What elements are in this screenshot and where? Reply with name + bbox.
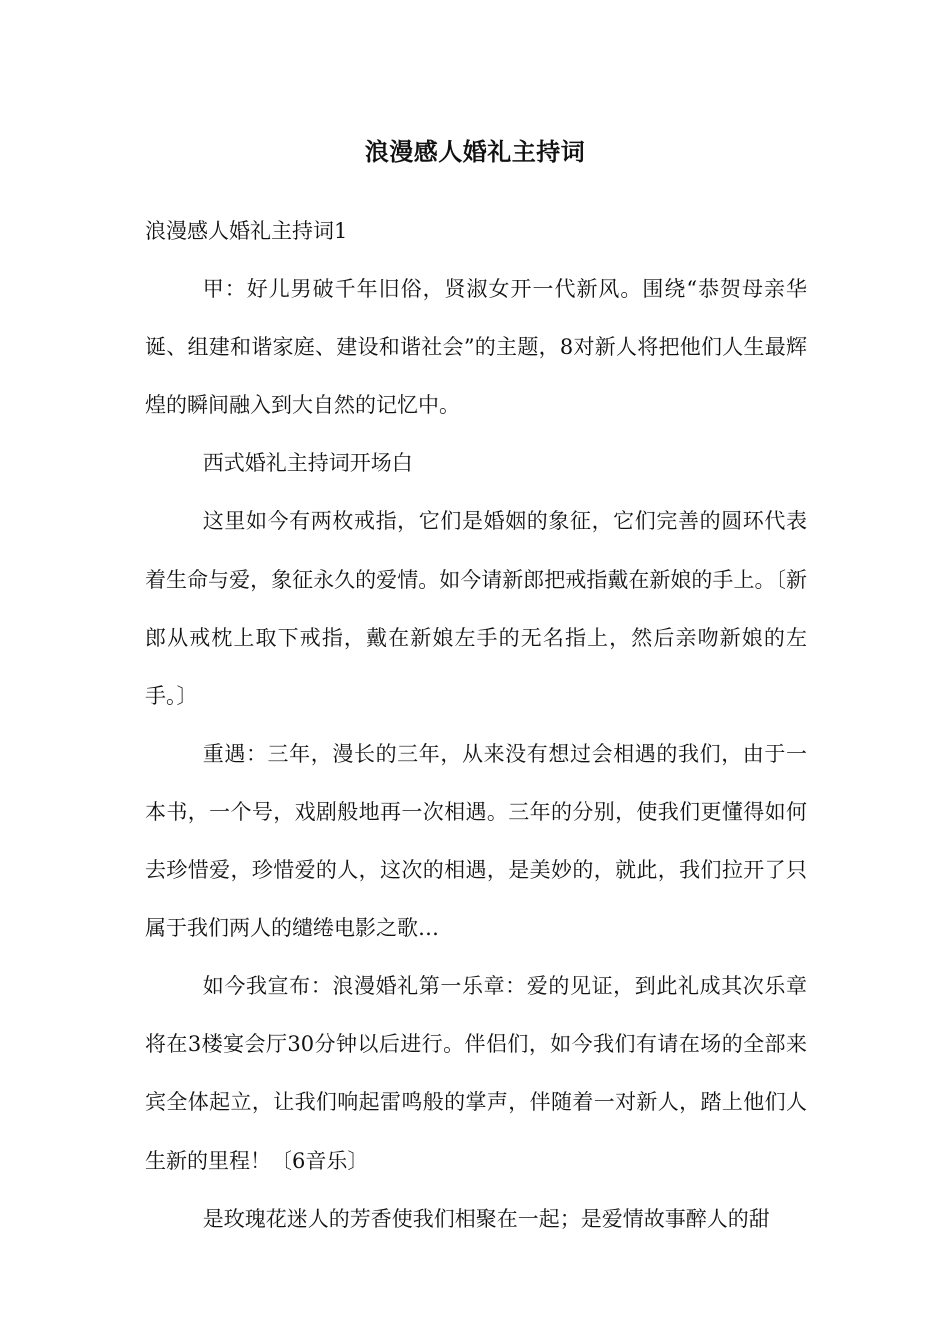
- section-heading: 浪漫感人婚礼主持词1: [145, 219, 348, 243]
- paragraph: 甲：好儿男破千年旧俗，贤淑女开一代新风。围绕“恭贺母亲华诞、组建和谐家庭、建设和谐社会”的主题，8对新人将把他们人生最辉煌的瞬间融入到大自然的记忆中。: [145, 277, 807, 418]
- paragraph: 重遇：三年，漫长的三年，从来没有想过会相遇的我们，由于一本书，一个号，戏剧般地再一次相遇。三年的分别，使我们更懂得如何去珍惜爱，珍惜爱的人，这次的相遇，是美妙的，就此，我们拉开了只属于我们两人的缱绻电影之歌…: [145, 741, 807, 941]
- paragraph: 是玫瑰花迷人的芳香使我们相聚在一起；是爱情故事醉人的甜: [202, 1206, 770, 1231]
- document-title: 浪漫感人婚礼主持词: [364, 137, 586, 166]
- paragraph: 如今我宣布：浪漫婚礼第一乐章：爱的见证，到此礼成其次乐章将在3楼宴会厅30分钟以后进行。伴侣们，如今我们有请在场的全部来宾全体起立，让我们响起雷鸣般的掌声，伴随着一对新人，踏上他们人生新的里程！〔6音乐〕: [145, 974, 807, 1173]
- paragraph-subheading: 西式婚礼主持词开场白: [202, 451, 413, 476]
- paragraph: 这里如今有两枚戒指，它们是婚姻的象征，它们完善的圆环代表着生命与爱，象征永久的爱情。如今请新郎把戒指戴在新娘的手上。〔新郎从戒枕上取下戒指，戴在新娘左手的无名指上，然后亲吻新娘的左手。〕: [145, 509, 807, 708]
- document-body: [145, 202, 807, 1248]
